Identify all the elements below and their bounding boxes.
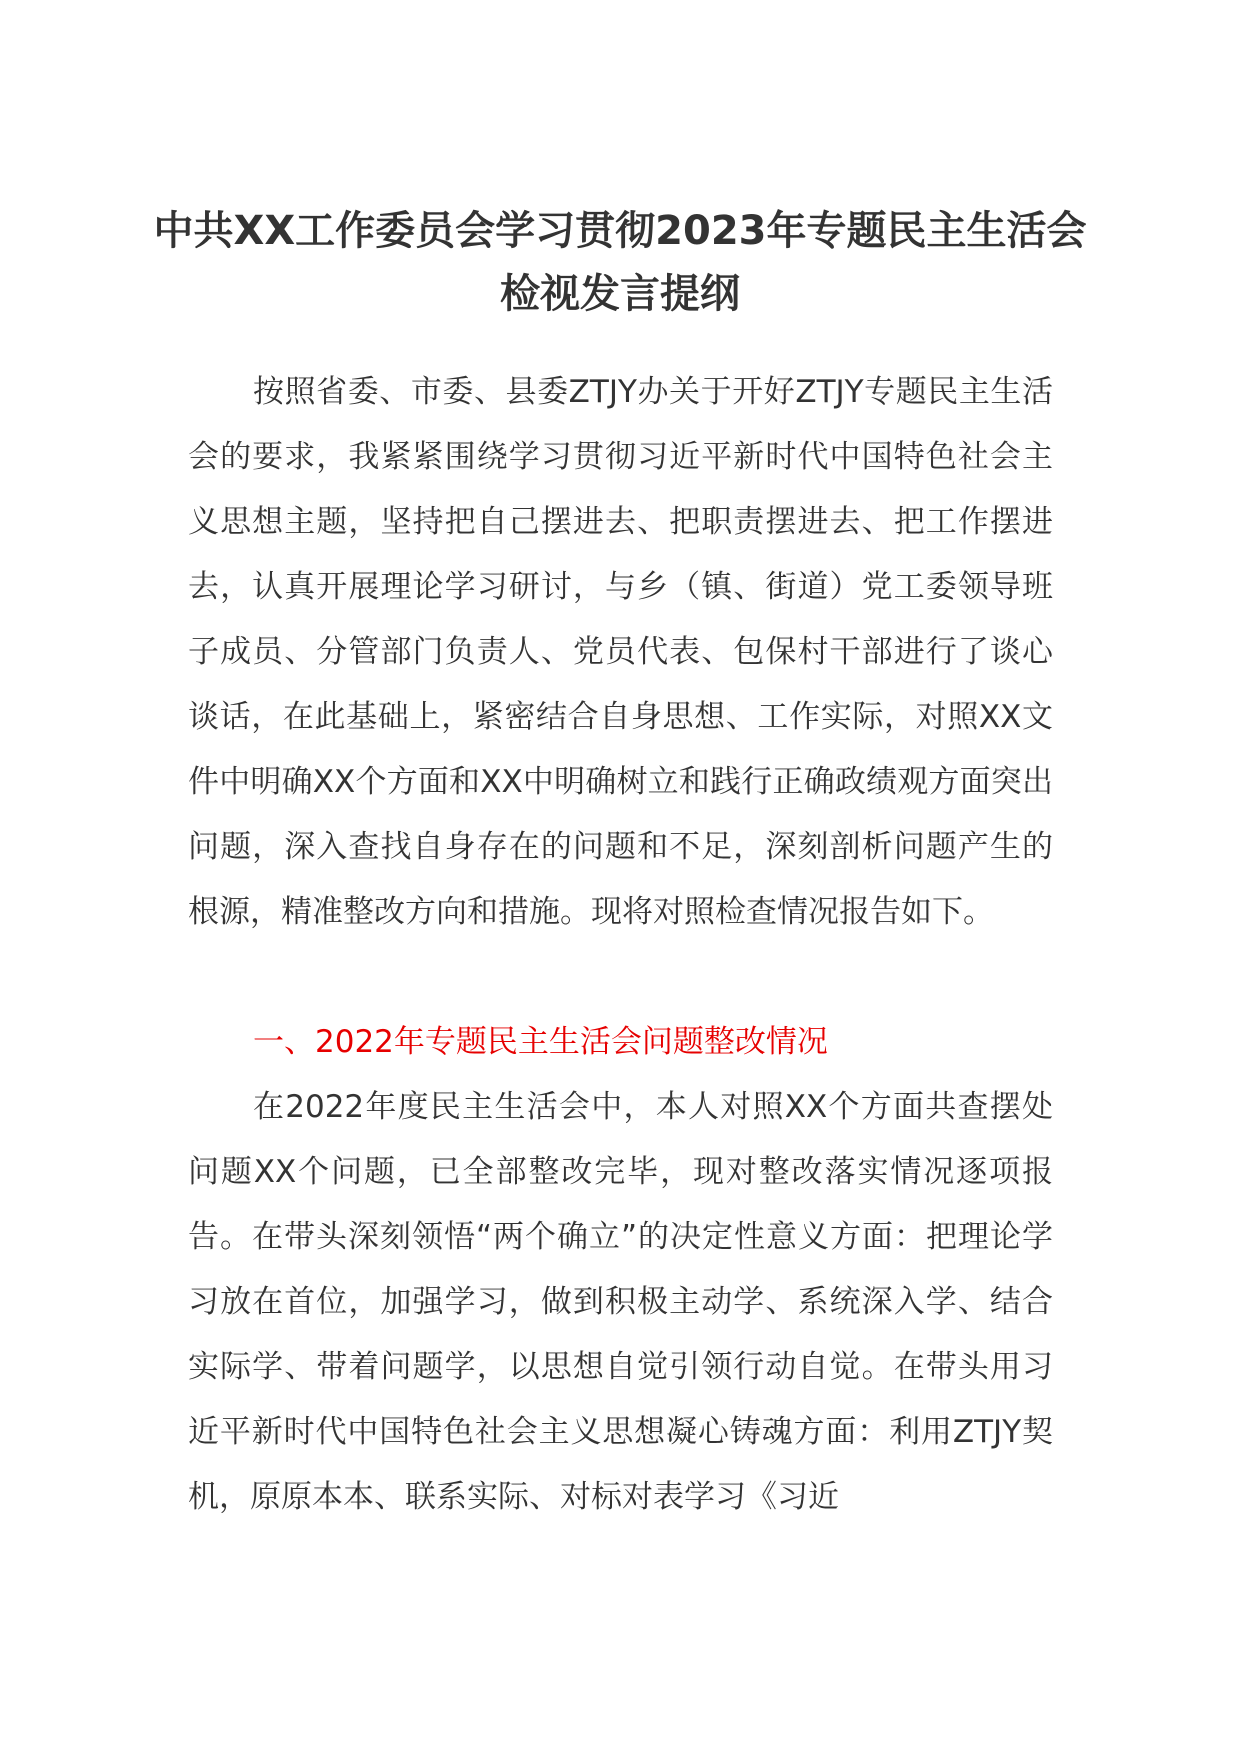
intro-paragraph: 按照省委、市委、县委ZTJY办关于开好ZTJY专题民主生活会的要求，我紧紧围绕学习贯彻习近平新时代中国特色社会主义思想主题，坚持把自己摆进去、把职责摆进去、把工作摆进去，认真开展理论学习研讨，与乡（镇、街道）党工委领导班子成员、分管部门负责人、党员代表、包保村干部进行了谈心谈话，在此基础上，紧密结合自身思想、工作实际，对照XX文件中明确XX个方面和XX中明确树立和践行正确政绩观方面突出问题，深入查找自身存在的问题和不足，深刻剖析问题产生的根源，精准整改方向和措施。现将对照检查情况报告如下。 [188,374,1053,930]
section-1-paragraph: 在2022年度民主生活会中，本人对照XX个方面共查摆处问题XX个问题，已全部整改完毕，现对整改落实情况逐项报告。在带头深刻领悟“两个确立”的决定性意义方面：把理论学习放在首位，加强学习，做到积极主动学、系统深入学、结合实际学、带着问题学，以思想自觉引领行动自觉。在带头用习近平新时代中国特色社会主义思想凝心铸魂方面：利用ZTJY契机，原原本本、联系实际、对标对表学习《习近 [188,1089,1053,1515]
document-title: 中共XX工作委员会学习贯彻2023年专题民主生活会检视发言提纲 [153,208,1087,317]
section-heading-1: 一、2022年专题民主生活会问题整改情况 [253,1024,828,1060]
